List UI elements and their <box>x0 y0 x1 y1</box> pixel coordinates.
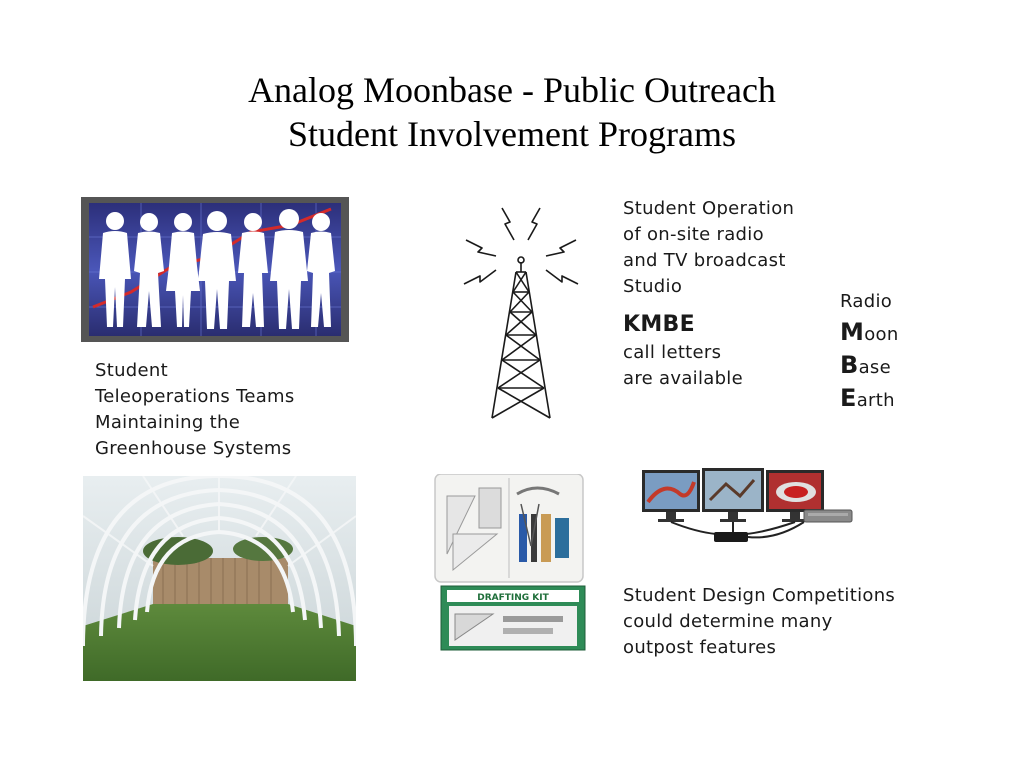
broadcast-line-6: are available <box>623 368 743 389</box>
design-line-2: could determine many <box>623 611 833 632</box>
acronym-b-letter: B <box>840 351 859 379</box>
acronym-m-letter: M <box>840 318 865 346</box>
design-line-3: outpost features <box>623 637 777 658</box>
monitors-icon <box>636 462 856 554</box>
slide-title <box>0 68 1024 156</box>
broadcast-caption <box>623 196 794 392</box>
teleoperations-line-3: Maintaining the <box>95 412 241 433</box>
drafting-kit-label: DRAFTING KIT <box>477 593 549 603</box>
acronym-e-letter: E <box>840 384 857 412</box>
teleoperations-line-1: Student <box>95 360 168 381</box>
broadcast-line-4: Studio <box>623 276 683 297</box>
title-line-2: Student Involvement Programs <box>288 114 736 154</box>
radio-tower-icon <box>458 200 584 422</box>
acronym-b-rest: ase <box>858 357 891 378</box>
acronym-caption <box>840 286 899 416</box>
acronym-base <box>840 350 899 383</box>
acronym-radio: Radio <box>840 291 893 312</box>
broadcast-line-2: of on-site radio <box>623 224 764 245</box>
broadcast-line-1: Student Operation <box>623 198 795 219</box>
teleoperations-line-2: Teleoperations Teams <box>95 386 295 407</box>
teleoperations-caption <box>95 358 295 462</box>
design-caption <box>623 583 895 661</box>
broadcast-line-3: and TV broadcast <box>623 250 786 271</box>
acronym-moon <box>840 317 899 350</box>
drafting-kit-icon <box>413 474 593 656</box>
greenhouse-icon <box>83 476 356 681</box>
design-line-1: Student Design Competitions <box>623 585 896 606</box>
acronym-e-rest: arth <box>856 390 895 411</box>
title-line-1: Analog Moonbase - Public Outreach <box>248 70 776 110</box>
teleoperations-line-4: Greenhouse Systems <box>95 438 292 459</box>
call-sign: KMBE <box>623 312 695 337</box>
broadcast-line-5: call letters <box>623 342 722 363</box>
student-silhouettes-icon <box>81 197 349 342</box>
acronym-earth <box>840 383 899 416</box>
acronym-m-rest: oon <box>864 324 899 345</box>
